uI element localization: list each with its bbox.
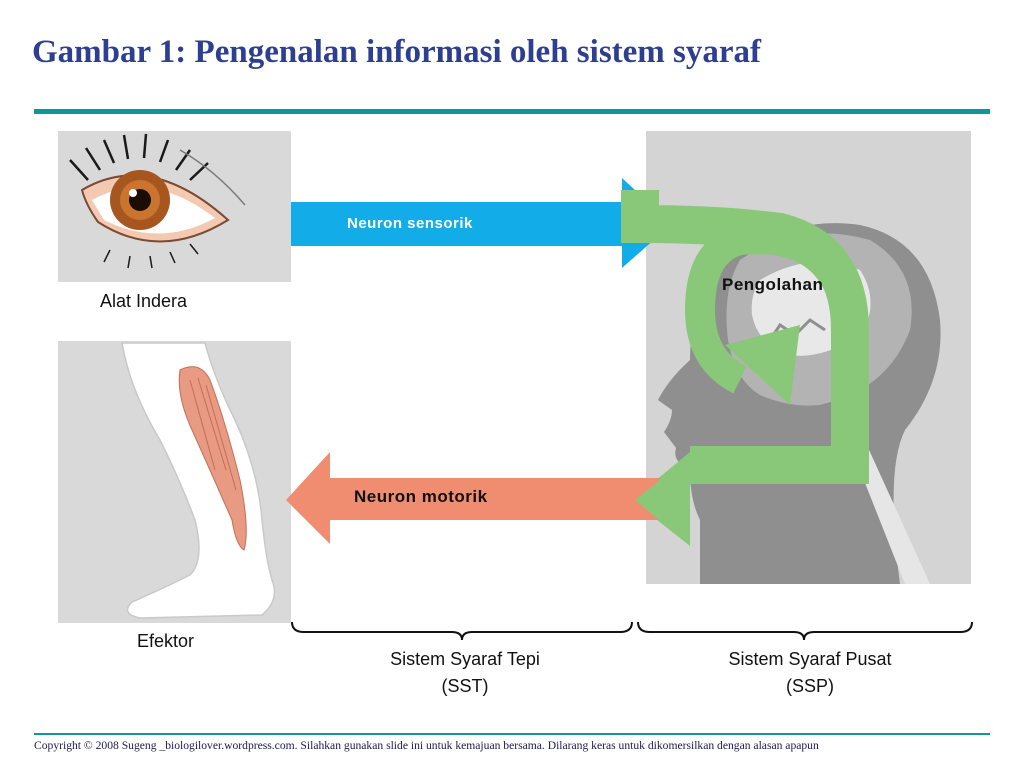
pns-abbr-label: (SST) (441, 676, 489, 696)
processing-label: Pengolahan (722, 275, 824, 294)
motor-neuron-label: Neuron motorik (354, 487, 488, 506)
pns-name-label: Sistem Syaraf Tepi (390, 649, 540, 669)
sense-organ-label: Alat Indera (100, 291, 188, 311)
bottom-divider (34, 733, 990, 735)
pns-brace (292, 622, 632, 640)
sensory-neuron-label: Neuron sensorik (347, 215, 473, 232)
eye-panel (58, 131, 291, 282)
cns-name-label: Sistem Syaraf Pusat (728, 649, 892, 669)
slide-title: Gambar 1: Pengenalan informasi oleh sistem syaraf (32, 34, 762, 70)
cns-brace (638, 622, 972, 640)
effector-label: Efektor (137, 631, 195, 651)
leg-panel (58, 341, 291, 623)
head-panel (646, 131, 971, 584)
copyright-footer: Copyright © 2008 Sugeng _biologilover.wordpress.com. Silahkan gunakan slide ini untuk kemajuan bersama. Dilarang keras untuk dikomersilkan dengan alasan apapun (34, 739, 819, 752)
cns-abbr-label: (SSP) (785, 676, 834, 696)
